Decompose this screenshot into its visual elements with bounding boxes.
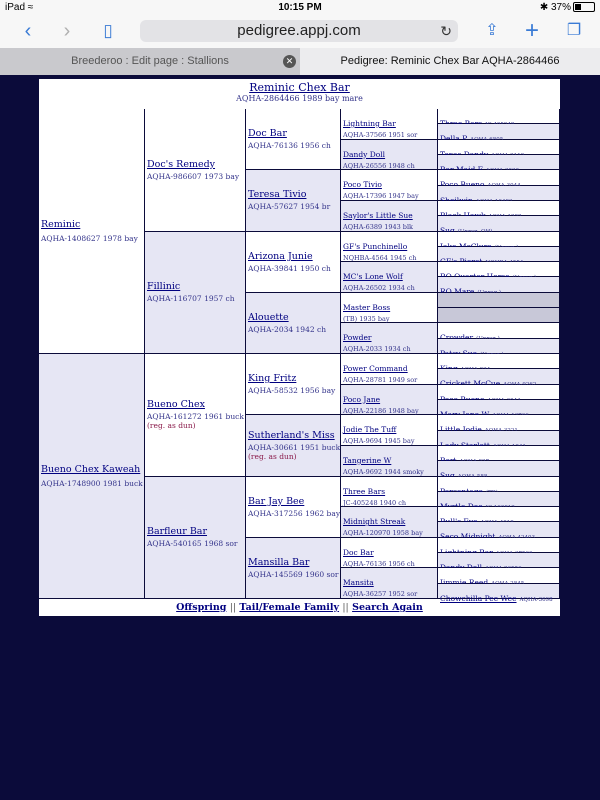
gen2-ancestor-cell — [145, 354, 246, 477]
gen2-ancestor-cell — [145, 477, 246, 600]
tabs-overview-icon[interactable]: ❐ — [566, 22, 582, 39]
back-button[interactable]: ‹ — [24, 20, 32, 42]
gen4-ancestor-cell — [341, 568, 438, 599]
gen1-ancestor-cell — [39, 354, 145, 599]
ancestor-registration: (TB) 1935 bay — [343, 314, 390, 323]
ancestor-name-link[interactable]: Mansilla Bar — [248, 556, 310, 568]
gen4-ancestor-cell — [341, 415, 438, 446]
ancestor-name-link[interactable]: Jodie The Tuff — [343, 425, 397, 435]
ancestor-registration: AQHA-17396 1947 bay — [343, 192, 419, 201]
gen5-ancestor-cell — [438, 262, 560, 277]
gen5-ancestor-cell — [438, 400, 560, 415]
clock: 10:15 PM — [278, 2, 322, 13]
gen3-ancestor-cell — [246, 293, 341, 354]
gen5-ancestor-cell — [438, 553, 560, 568]
wifi-icon: ≈ — [27, 2, 34, 13]
ancestor-name-link[interactable]: Lightning Bar — [343, 119, 396, 128]
ancestor-registration: AQHA-22186 1948 bay — [343, 406, 419, 415]
offspring-link[interactable]: Offspring — [176, 602, 227, 613]
ancestor-name-link[interactable]: Reminic — [41, 219, 81, 230]
reload-icon[interactable]: ↻ — [440, 23, 452, 39]
tail-female-family-link[interactable]: Tail/Female Family — [239, 602, 340, 613]
ancestor-name-link[interactable]: Saylor's Little Sue — [343, 210, 413, 220]
address-bar[interactable] — [140, 20, 458, 42]
ancestor-name-link[interactable]: Dandy Doll — [343, 149, 386, 159]
gen5-ancestor-cell — [438, 308, 560, 323]
ancestor-registration: AQHA-1408627 1978 bay — [41, 234, 138, 243]
gen4-ancestor-cell — [341, 140, 438, 171]
ancestor-registration: AQHA-145569 1960 sor — [248, 569, 339, 579]
ancestor-name-link[interactable]: MC's Lone Wolf — [343, 272, 403, 282]
device-label: iPad ≈ — [5, 2, 34, 13]
ancestor-name-link[interactable]: Three Bars — [343, 486, 386, 496]
pedigree-chart — [39, 79, 560, 616]
ancestor-name-link[interactable]: Mansita — [343, 578, 374, 588]
tab-label: Pedigree: Reminic Chex Bar AQHA-2864466 — [340, 55, 560, 67]
gen3-ancestor-cell — [246, 538, 341, 599]
gen4-ancestor-cell — [341, 170, 438, 201]
gen5-ancestor-cell — [438, 293, 560, 308]
color-note: (reg. as dun) — [248, 451, 297, 461]
ancestor-name-link[interactable]: Power Command — [343, 364, 408, 373]
ancestor-registration: JC-405248 1940 ch — [343, 498, 407, 507]
gen3-ancestor-cell — [246, 415, 341, 476]
new-tab-icon[interactable]: + — [524, 17, 539, 44]
ancestor-registration: AQHA-120970 1958 bay — [343, 529, 423, 538]
gen5-ancestor-cell — [438, 431, 560, 446]
ancestor-registration: AQHA-76136 1956 ch — [248, 141, 331, 151]
gen5-ancestor-cell — [438, 492, 560, 507]
ancestor-name-link[interactable]: Bar Jay Bee — [248, 495, 305, 507]
gen5-ancestor-cell — [438, 140, 560, 155]
gen3-ancestor-cell — [246, 170, 341, 231]
ancestor-registration: AQHA-26502 1934 ch — [343, 284, 415, 293]
ancestor-name-link[interactable]: Doc's Remedy — [147, 158, 216, 170]
ancestor-registration: AQHA-3698 — [519, 596, 553, 603]
ancestor-name-link[interactable]: Master Boss — [343, 302, 391, 312]
url-text: pedigree.appj.com — [237, 22, 361, 39]
ancestor-registration: AQHA-30661 1951 buck — [248, 442, 341, 452]
share-icon[interactable]: ⇪ — [485, 22, 499, 39]
gen2-ancestor-cell — [145, 109, 246, 232]
ancestor-registration: AQHA-540165 1968 sor — [147, 539, 238, 549]
bookmarks-icon[interactable]: ▯ — [103, 21, 113, 40]
gen5-ancestor-cell — [438, 507, 560, 522]
pedigree-header — [39, 79, 560, 110]
subject-info: AQHA-2864466 1989 bay mare — [236, 94, 363, 103]
ancestor-name-link[interactable]: Chowchilla Pee Wee — [440, 593, 517, 603]
ancestor-registration: AQHA-36257 1952 sor — [343, 590, 418, 599]
gen5-ancestor-cell — [438, 538, 560, 553]
ancestor-name-link[interactable]: Doc Bar — [343, 547, 374, 557]
separator: || — [342, 602, 349, 613]
ancestor-registration: AQHA-986607 1973 bay — [147, 171, 240, 181]
ancestor-name-link[interactable]: Teresa Tivio — [248, 189, 307, 201]
gen1-ancestor-cell — [39, 109, 145, 354]
gen2-ancestor-cell — [145, 232, 246, 355]
gen3-ancestor-cell — [246, 109, 341, 170]
ancestor-registration: AQHA-9694 1945 bay — [343, 437, 415, 446]
gen5-ancestor-cell — [438, 354, 560, 369]
ancestor-registration: AQHA-58532 1956 bay — [248, 386, 336, 396]
ancestor-registration: AQHA-39841 1950 ch — [248, 263, 331, 273]
ancestor-registration: AQHA-2034 1942 ch — [248, 324, 327, 334]
gen4-ancestor-cell — [341, 293, 438, 324]
gen4-ancestor-cell — [341, 507, 438, 538]
gen5-ancestor-cell — [438, 369, 560, 384]
browser-toolbar — [0, 16, 600, 48]
gen4-ancestor-cell — [341, 538, 438, 569]
ancestor-name-link[interactable]: Arizona Junie — [248, 250, 313, 262]
ancestor-name-link[interactable]: Alouette — [248, 311, 289, 323]
tab-pedigree[interactable] — [300, 48, 600, 75]
gen5-ancestor-cell — [438, 216, 560, 231]
ancestor-registration: AQHA-26556 1948 ch — [343, 161, 415, 170]
gen5-ancestor-cell — [438, 323, 560, 338]
gen4-ancestor-cell — [341, 446, 438, 477]
gen5-ancestor-cell — [438, 461, 560, 476]
gen5-ancestor-cell — [438, 186, 560, 201]
tab-breederoo[interactable] — [0, 48, 301, 75]
ancestor-registration: AQHA-161272 1961 buck — [147, 412, 244, 422]
subject-name-link[interactable]: Reminic Chex Bar — [249, 81, 350, 94]
ancestor-registration: AQHA-28781 1949 sor — [343, 376, 418, 384]
ancestor-registration: AQHA-1748900 1981 buck — [41, 479, 143, 488]
ancestor-name-link[interactable]: Doc Bar — [248, 128, 287, 140]
gen5-ancestor-cell — [438, 568, 560, 583]
gen4-ancestor-cell — [341, 385, 438, 416]
forward-button[interactable]: › — [63, 20, 71, 42]
ancestor-name-link[interactable]: GF's Punchinello — [343, 241, 408, 251]
ancestor-registration: AQHA-6389 1943 blk — [343, 222, 413, 231]
ancestor-name-link[interactable]: Poco Jane — [343, 394, 381, 404]
ancestor-registration: AQHA-317256 1962 bay — [248, 508, 341, 518]
ancestor-name-link[interactable]: Powder — [343, 333, 372, 343]
page-content — [0, 75, 600, 800]
ancestor-registration: AQHA-2033 1934 ch — [343, 345, 411, 354]
ancestor-name-link[interactable]: Fillinic — [147, 281, 181, 293]
ancestor-name-link[interactable]: Bueno Chex Kaweah — [41, 464, 141, 475]
gen5-ancestor-cell — [438, 201, 560, 216]
gen4-ancestor-cell — [341, 323, 438, 354]
gen5-ancestor-cell — [438, 109, 560, 124]
tab-label: Breederoo : Edit page : Stallions — [71, 55, 229, 67]
gen5-ancestor-cell — [438, 232, 560, 247]
ancestor-name-link[interactable]: Barfleur Bar — [147, 526, 208, 538]
ancestor-registration: AQHA-9692 1944 smoky — [343, 467, 424, 476]
ancestor-registration: AQHA-116707 1957 ch — [147, 294, 235, 304]
gen4-ancestor-cell — [341, 109, 438, 140]
gen3-ancestor-cell — [246, 354, 341, 415]
ancestor-name-link[interactable]: Midnight Streak — [343, 517, 406, 527]
separator: || — [229, 602, 237, 613]
gen5-ancestor-cell — [438, 170, 560, 185]
gen5-ancestor-cell — [438, 385, 560, 400]
ancestor-name-link[interactable]: Tangerine W — [343, 455, 392, 465]
tab-bar — [0, 48, 600, 75]
status-bar — [0, 0, 600, 16]
ancestor-name-link[interactable]: Sutherland's Miss — [248, 429, 335, 441]
gen4-ancestor-cell — [341, 201, 438, 232]
ancestor-name-link[interactable]: Poco Tivio — [343, 180, 382, 190]
close-tab-icon[interactable]: ✕ — [283, 55, 296, 68]
ancestor-name-link[interactable]: Bueno Chex — [147, 399, 205, 411]
gen3-ancestor-cell — [246, 477, 341, 538]
gen3-ancestor-cell — [246, 232, 341, 293]
battery-status: ✱ 37% — [540, 2, 595, 13]
gen4-ancestor-cell — [341, 232, 438, 263]
gen4-ancestor-cell — [341, 477, 438, 508]
ancestor-name-link[interactable]: King Fritz — [248, 373, 297, 385]
gen5-ancestor-cell — [438, 155, 560, 170]
gen5-ancestor-cell — [438, 477, 560, 492]
gen4-ancestor-cell — [341, 262, 438, 293]
gen4-ancestor-cell — [341, 354, 438, 385]
battery-icon — [573, 2, 595, 12]
ancestor-registration: AQHA-57627 1954 br — [248, 202, 331, 212]
color-note: (reg. as dun) — [147, 421, 196, 431]
gen5-ancestor-cell — [438, 277, 560, 292]
gen5-ancestor-cell — [438, 446, 560, 461]
ancestor-registration: AQHA-76136 1956 ch — [343, 559, 415, 568]
search-again-link[interactable]: Search Again — [352, 602, 423, 613]
ancestor-registration: AQHA-37566 1951 sor — [343, 131, 418, 139]
bluetooth-icon: ✱ — [539, 2, 549, 13]
gen5-ancestor-cell — [438, 124, 560, 139]
gen5-ancestor-cell — [438, 584, 560, 603]
gen5-ancestor-cell — [438, 339, 560, 354]
gen5-ancestor-cell — [438, 247, 560, 262]
gen5-ancestor-cell — [438, 522, 560, 537]
gen5-ancestor-cell — [438, 415, 560, 430]
ancestor-registration: NQHBA-4564 1945 ch — [343, 253, 417, 262]
